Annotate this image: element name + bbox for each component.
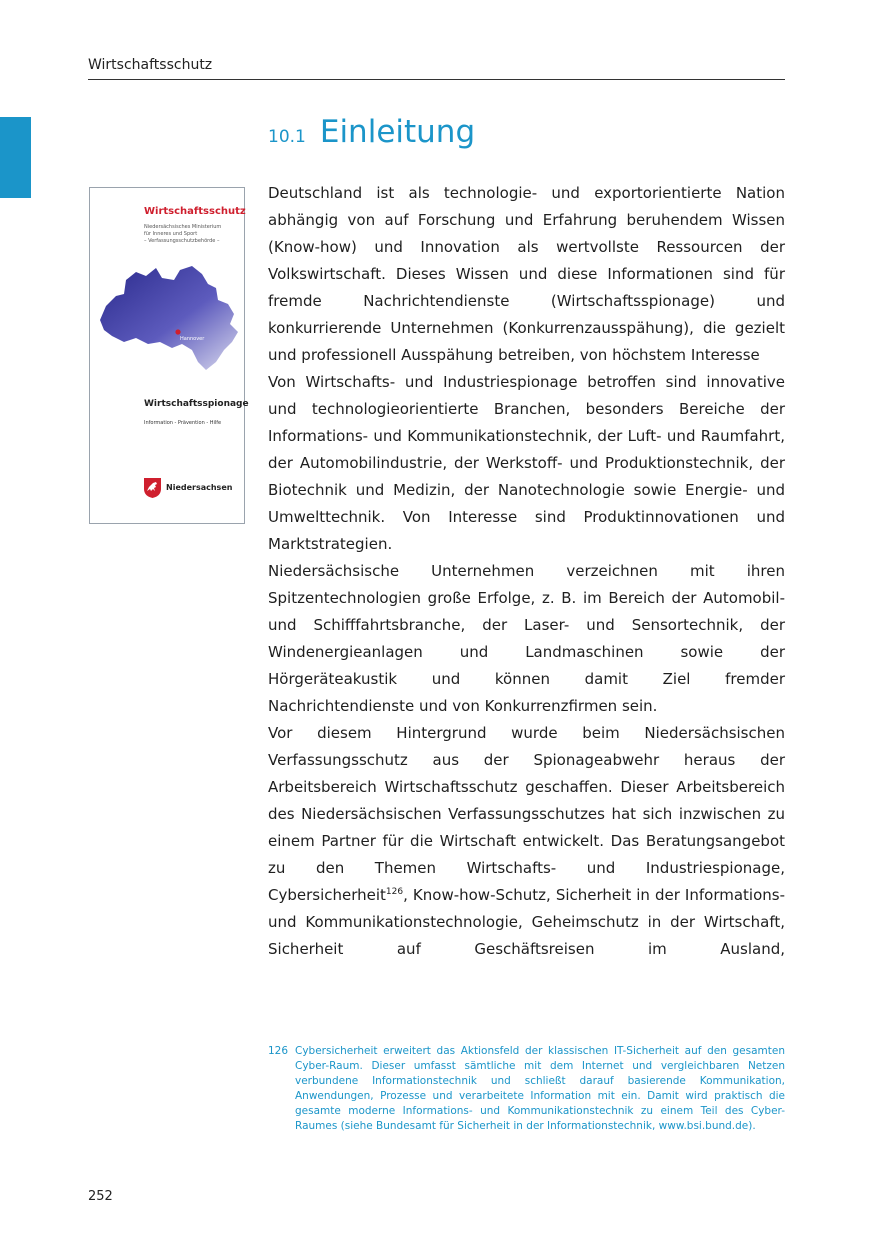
hannover-marker <box>175 329 180 334</box>
brochure-keywords: Information - Prävention - Hilfe <box>144 420 222 426</box>
state-crest-icon <box>144 478 161 498</box>
paragraph: Deutschland ist als technologie- und exportorientierte Nation abhängig von auf Forschung und Erfahrung beruhendem Wissen (Know-how) und Innovation als wertvollste Ressourcen der Volkswirtschaft. Dieses Wissen und diese Informationen sind für fremde Nachrichtendienste (Wirtschaftsspionage) und konkurrierende Unternehmen (Konkurrenzausspähung), die gezielt und professionell Ausspähung betreiben, von höchstem Interesse <box>268 184 785 364</box>
section-heading <box>268 114 475 150</box>
brochure-publisher <box>144 224 221 245</box>
lower-saxony-map <box>96 258 242 378</box>
publisher-line: – Verfassungsschutzbehörde – <box>144 238 220 244</box>
brochure-subtitle: Wirtschaftsspionage <box>144 399 249 409</box>
footnote-text: Cybersicherheit erweitert das Aktionsfeld der klassischen IT-Sicherheit auf den gesamten Cyber-Raum. Dieser umfasst sämtliche mit dem Internet und vergleichbaren Netzen verbundene Informationstechnik und schließt darauf basierende Kommunikation, Anwendungen, Prozesse und verarbeitete Information mit ein. Damit wird praktisch die gesamte moderne Informations- und Kommunikationstechnik zu einem Teil des Cyber-Raumes (siehe Bundesamt für Sicherheit in der Informationstechnik, www.bsi.bund.de). <box>295 1045 785 1132</box>
map-shape <box>100 266 238 370</box>
paragraph: Von Wirtschafts- und Industriespionage betroffen sind innovative und technologieorientierte Branchen, besonders Bereiche der Informations- und Kommunikationstechnik, der Luft- und Raumfahrt, der Automobilindustrie, der Werkstoff- und Produktionstechnik, der Biotechnik und Medizin, der Nanotechnologie sowie Energie- und Umwelttechnik. Von Interesse sind Produktinnovationen und Marktstrategien. <box>268 373 785 553</box>
chapter-tab-marker <box>0 117 31 198</box>
paragraph-text: Vor diesem Hintergrund wurde beim Niedersächsischen Verfassungsschutz aus der Spionageabwehr heraus der Arbeitsbereich Wirtschaftsschutz geschaffen. Dieser Arbeitsbereich des Niedersächsischen Verfassungsschutzes hat sich inzwischen zu einem Partner für die Wirtschaft entwickelt. Das Beratungsangebot zu den Themen Wirtschafts- und Industriespionage, Cybersicherheit <box>268 724 785 904</box>
footnote-number: 126 <box>268 1045 289 1057</box>
brochure-cover-image <box>89 187 249 524</box>
running-header: Wirtschaftsschutz <box>88 57 213 73</box>
brochure-state-name: Niedersachsen <box>166 483 233 492</box>
map-city-label: Hannover <box>180 336 205 342</box>
main-text <box>268 180 785 963</box>
paragraph-text: , Know-how-Schutz, Sicherheit in der Informations- und Kommunikationstechnologie, Geheimschutz in der Wirtschaft, Sicherheit auf Geschäftsreisen im Ausland, <box>268 886 785 958</box>
footnote <box>268 1044 785 1134</box>
publisher-line: für Inneres und Sport <box>144 231 198 237</box>
header-rule <box>88 79 785 80</box>
section-number: 10.1 <box>268 127 306 147</box>
section-title: Einleitung <box>319 114 476 150</box>
page-number: 252 <box>88 1189 113 1204</box>
paragraph <box>268 720 785 963</box>
paragraph: Niedersächsische Unternehmen verzeichnen mit ihren Spitzentechnologien große Erfolge, z. B. im Bereich der Automobil- und Schifffahrtsbranche, der Laser- und Sensortechnik, der Windenergieanlagen und Landmaschinen sowie der Hörgeräteakustik und können damit Ziel fremder Nachrichtendienste und von Konkurrenzfirmen sein. <box>268 562 785 715</box>
footnote-reference[interactable]: 126 <box>385 887 404 897</box>
brochure-title: Wirtschaftsschutz <box>144 206 246 217</box>
publisher-line: Niedersächsisches Ministerium <box>144 224 222 230</box>
